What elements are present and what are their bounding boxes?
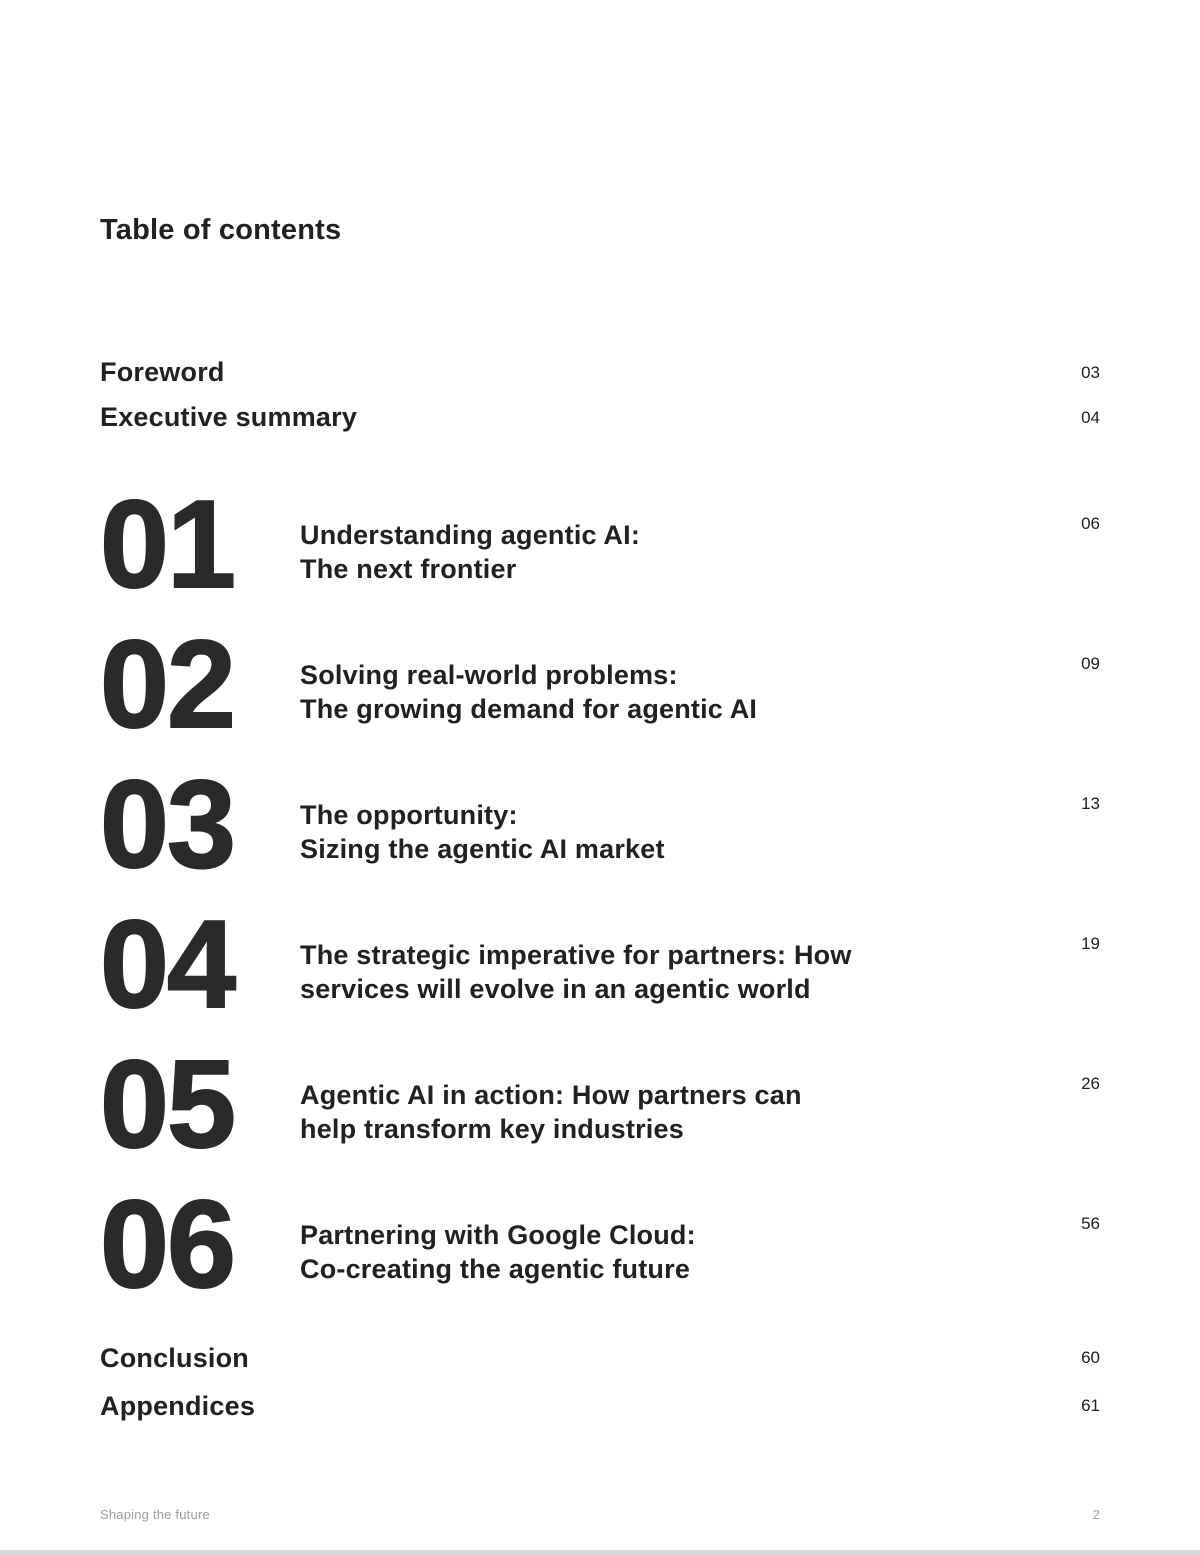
- chapter-page-number: 56: [1081, 1214, 1100, 1233]
- chapter-number: 04: [100, 896, 234, 1034]
- chapter-number: 06: [100, 1176, 234, 1314]
- toc-entry-conclusion[interactable]: [100, 1334, 1100, 1382]
- chapter-title-line: The opportunity:: [300, 800, 518, 830]
- chapter-page-number: 13: [1081, 794, 1100, 813]
- toc-back-list: [100, 1334, 1100, 1430]
- chapter-title-line: Partnering with Google Cloud:: [300, 1220, 696, 1250]
- toc-entry-page-number: 04: [1081, 407, 1100, 427]
- chapter-title-line: help transform key industries: [300, 1114, 684, 1144]
- chapter-title-line: Solving real-world problems:: [300, 660, 678, 690]
- chapter-title: [300, 498, 1040, 586]
- chapter-title: [300, 918, 1040, 1006]
- toc-entry-page-number: 03: [1081, 362, 1100, 382]
- toc-chapter-04[interactable]: [100, 896, 1100, 1058]
- toc-chapter-02[interactable]: [100, 616, 1100, 778]
- page-title: Table of contents: [100, 214, 342, 246]
- chapter-title: [300, 638, 1040, 726]
- chapter-title: [300, 778, 1040, 866]
- toc-entry-label: Conclusion: [100, 1342, 249, 1373]
- chapter-page-number: 19: [1081, 934, 1100, 953]
- toc-entry-label: Appendices: [100, 1390, 256, 1421]
- chapter-page-number: 26: [1081, 1074, 1100, 1093]
- toc-chapter-01[interactable]: [100, 476, 1100, 638]
- chapter-title-line: The next frontier: [300, 554, 517, 584]
- chapter-number: 05: [100, 1036, 234, 1174]
- toc-entry-label: Foreword: [100, 357, 225, 387]
- toc-entry-appendices[interactable]: [100, 1382, 1100, 1430]
- toc-chapter-05[interactable]: [100, 1036, 1100, 1198]
- chapter-title-line: Understanding agentic AI:: [300, 520, 641, 550]
- chapter-number: 02: [100, 616, 234, 754]
- chapter-title: [300, 1058, 1040, 1146]
- chapter-title-line: The growing demand for agentic AI: [300, 694, 758, 724]
- toc-entry-page-number: 61: [1081, 1396, 1100, 1415]
- toc-entry-page-number: 60: [1081, 1348, 1100, 1367]
- footer-document-title: Shaping the future: [100, 1507, 210, 1522]
- chapter-title-line: Co-creating the agentic future: [300, 1254, 691, 1284]
- toc-chapter-list: [100, 476, 1100, 1338]
- page-footer: [100, 1507, 1100, 1522]
- chapter-page-number: 06: [1081, 514, 1100, 533]
- page-bottom-edge: [0, 1550, 1200, 1555]
- toc-entry-label: Executive summary: [100, 402, 358, 432]
- toc-chapter-06[interactable]: [100, 1176, 1100, 1338]
- footer-page-number: 2: [1092, 1507, 1100, 1522]
- toc-front-list: [100, 350, 1100, 440]
- toc-entry-foreword[interactable]: [100, 350, 1100, 395]
- chapter-number: 03: [100, 756, 234, 894]
- chapter-title: [300, 1198, 1040, 1286]
- chapter-title-line: The strategic imperative for partners: How: [300, 940, 852, 970]
- chapter-title-line: services will evolve in an agentic world: [300, 974, 811, 1004]
- chapter-number: 01: [100, 476, 234, 614]
- chapter-title-line: Agentic AI in action: How partners can: [300, 1080, 802, 1110]
- chapter-title-line: Sizing the agentic AI market: [300, 834, 665, 864]
- toc-entry-executive-summary[interactable]: [100, 395, 1100, 440]
- toc-chapter-03[interactable]: [100, 756, 1100, 918]
- chapter-page-number: 09: [1081, 654, 1100, 673]
